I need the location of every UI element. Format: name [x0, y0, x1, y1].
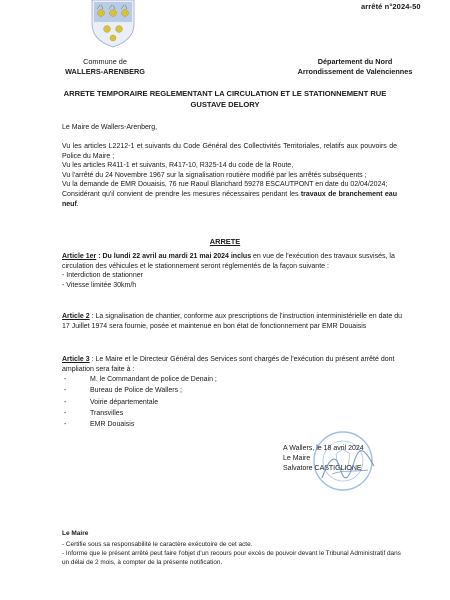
decree-title: ARRETE TEMPORAIRE REGLEMENTANT LA CIRCULATION ET LE STATIONNEMENT RUE GUSTAVE DELORY	[63, 89, 387, 109]
considerations-block	[62, 142, 397, 209]
article-2-label: Article 2	[62, 313, 90, 320]
article-2-text: : La signalisation de chantier, conforme aux prescriptions de l'instruction interministérielle en date du 17 Juillet 1974 sera fournie, posée et maintenue en bon état de fonctionnement par EMR Douaisis	[62, 313, 402, 330]
commune-block	[40, 57, 170, 77]
footer-line: - Informe que le présent arrêté peut faire l'objet d'un recours pour excès de pouvoir devant le Tribunal Administratif dans un délai de 2 mois, à compter de la présente notification.	[62, 550, 401, 567]
footer-notes	[62, 540, 407, 568]
list-item: - M. le Commandant de police de Denain ;	[62, 374, 362, 385]
article-1-text: en vue de l'exécution des travaux susvisés, la circulation des véhicules et le stationnement seront réglementés de la façon suivante :	[62, 253, 395, 270]
article-1	[62, 252, 402, 290]
article-1-item: - Vitesse limitée 30km/h	[62, 281, 137, 289]
list-item: - Voirie départementale	[62, 397, 362, 408]
article-3	[62, 355, 402, 374]
coat-of-arms-icon	[84, 0, 142, 48]
commune-name: WALLERS-ARENBERG	[65, 67, 145, 76]
recipients-list	[62, 374, 362, 430]
handwritten-signature-icon	[318, 448, 378, 486]
arrete-heading: ARRETE	[209, 237, 241, 246]
commune-label: Commune de	[83, 57, 127, 66]
department-block	[280, 57, 430, 77]
consideration-1: Vu les articles L2212-1 et suivants du Code Général des Collectivités Territoriales, relatifs aux pouvoirs de Police du Maire ;	[62, 143, 397, 160]
article-1-label: Article 1er	[62, 253, 97, 260]
article-1-dates: : Du lundi 22 avril au mardi 21 mai 2024 inclus	[96, 253, 252, 260]
mayor-intro: Le Maire de Wallers-Arenberg,	[62, 124, 158, 131]
consideration-2: Vu les articles R411-1 et suivants, R417-10, R325-14 du code de la Route,	[62, 162, 294, 170]
list-item: - Transvilles	[62, 408, 362, 419]
article-1-item: - Interdiction de stationner	[62, 272, 143, 280]
consideration-4: Vu la demande de EMR Douaisis, 76 rue Raoul Blanchard 59278 ESCAUTPONT en date du 02/04/2024;	[62, 181, 388, 189]
consideration-5: Considérant qu'il convient de prendre les mesures nécessaires pendant les travaux de branchement eau neuf.	[62, 190, 397, 208]
arrondissement-name: Arrondissement de Valenciennes	[297, 67, 413, 76]
works-description: travaux de branchement eau neuf	[62, 190, 397, 208]
signature-name: Salvatore CASTIGLIONE	[283, 465, 362, 472]
department-name: Département du Nord	[317, 57, 393, 66]
article-2	[62, 312, 402, 331]
article-3-text: : Le Maire et le Directeur Général des Services sont chargés de l'exécution du présent arrêté dont ampliation sera faite à :	[62, 356, 395, 373]
list-item: - EMR Douaisis	[62, 419, 362, 430]
article-3-label: Article 3	[62, 356, 90, 363]
signature-place-date: A Wallers, le 18 avril 2024	[283, 445, 364, 452]
signature-role: Le Maire	[283, 455, 311, 462]
consideration-3: Vu l'arrêté du 24 Novembre 1967 sur la signalisation routière modifié par les arrêtés subséquents ;	[62, 171, 367, 179]
decree-reference: arrêté n°2024-50	[361, 2, 421, 11]
footer-heading: Le Maire	[62, 530, 89, 537]
list-item: - Bureau de Police de Wallers ;	[62, 385, 362, 396]
footer-line: - Certifie sous sa responsabilité le caractère exécutoire de cet acte.	[62, 541, 253, 548]
